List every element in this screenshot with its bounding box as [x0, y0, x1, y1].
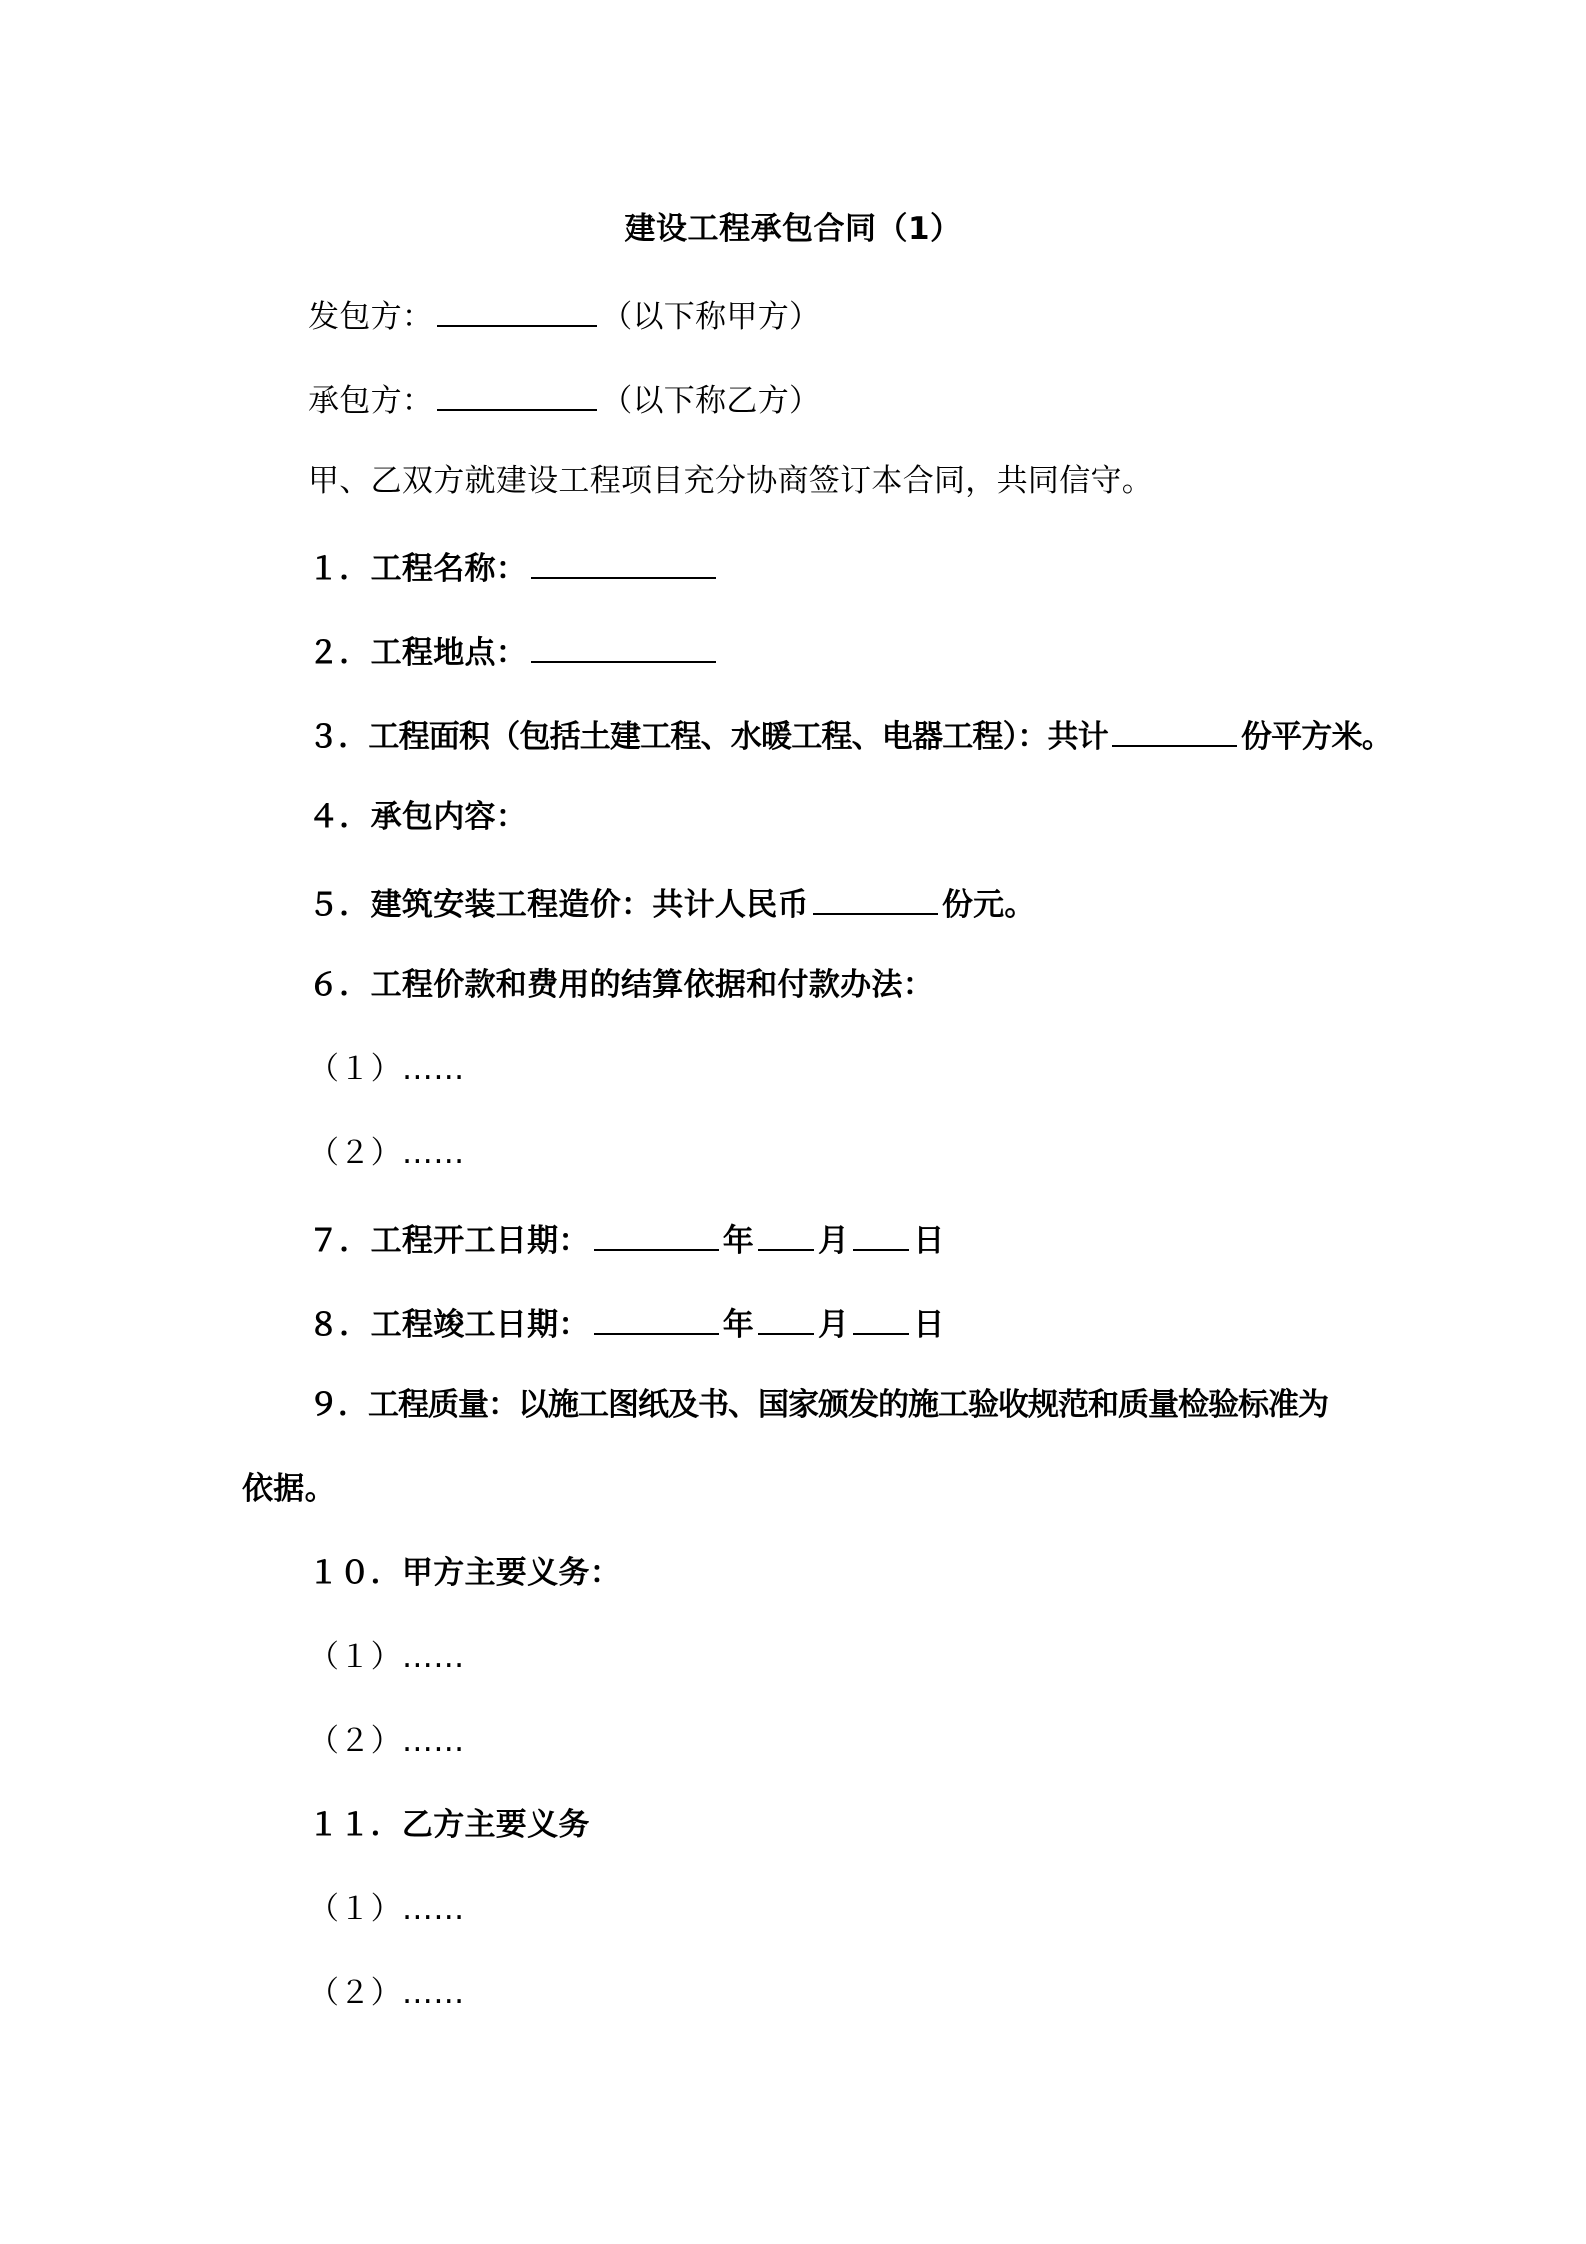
clause-7-label: ７．工程开工日期： [308, 1223, 590, 1259]
contractor-note: （以下称乙方） [601, 383, 821, 419]
clause-6: ６．工程价款和费用的结算依据和付款办法： [308, 967, 934, 1003]
clause-10-item-1: （１）…… [308, 1639, 465, 1675]
clause-3-unit: 份平方米。 [1240, 719, 1392, 755]
preamble: 甲、乙双方就建设工程项目充分协商签订本合同，共同信守。 [308, 463, 1154, 499]
start-month-blank [758, 1213, 814, 1251]
clause-6-item-2: （２）…… [308, 1135, 465, 1171]
page-title: 建设工程承包合同（1） [624, 211, 962, 247]
clause-9: ９．工程质量：以施工图纸及书、国家颁发的施工验收规范和质量检验标准为 [308, 1387, 1328, 1423]
clause-11-item-1: （１）…… [308, 1891, 465, 1927]
end-year-blank [594, 1297, 719, 1335]
contractor-line [308, 373, 820, 425]
clause-1 [308, 541, 720, 593]
end-year-label: 年 [722, 1307, 755, 1343]
clause-3 [308, 709, 1392, 761]
price-blank [813, 877, 938, 915]
end-month-blank [758, 1297, 814, 1335]
employer-blank [437, 289, 597, 327]
employer-label: 发包方： [308, 299, 434, 335]
clause-7 [308, 1213, 945, 1265]
clause-2 [308, 625, 720, 677]
clause-9-continued: 依据。 [242, 1471, 336, 1507]
start-year-label: 年 [722, 1223, 755, 1259]
contractor-label: 承包方： [308, 383, 434, 419]
end-month-label: 月 [818, 1307, 850, 1343]
end-day-label: 日 [913, 1307, 945, 1343]
clause-4: ４．承包内容： [308, 799, 528, 835]
start-year-blank [594, 1213, 719, 1251]
project-name-blank [531, 541, 716, 579]
clause-10-item-2: （２）…… [308, 1723, 465, 1759]
clause-8-label: ８．工程竣工日期： [308, 1307, 590, 1343]
start-day-blank [853, 1213, 909, 1251]
clause-10: １０．甲方主要义务： [308, 1555, 621, 1591]
clause-3-label: ３．工程面积（包括土建工程、水暖工程、电器工程）：共计 [308, 719, 1108, 755]
clause-11: １１．乙方主要义务 [308, 1807, 590, 1843]
start-day-label: 日 [913, 1223, 945, 1259]
project-location-blank [531, 625, 716, 663]
clause-2-label: ２．工程地点： [308, 635, 528, 671]
clause-6-item-1: （１）…… [308, 1051, 465, 1087]
employer-line [308, 289, 820, 341]
clause-8 [308, 1297, 945, 1349]
start-month-label: 月 [818, 1223, 850, 1259]
employer-note: （以下称甲方） [601, 299, 821, 335]
area-blank [1112, 709, 1237, 747]
contractor-blank [437, 373, 597, 411]
clause-5-unit: 份元。 [941, 887, 1036, 923]
clause-11-item-2: （２）…… [308, 1975, 465, 2011]
clause-5-label: ５．建筑安装工程造价：共计人民币 [308, 887, 809, 923]
clause-1-label: １．工程名称： [308, 551, 528, 587]
clause-5 [308, 877, 1036, 929]
end-day-blank [853, 1297, 909, 1335]
